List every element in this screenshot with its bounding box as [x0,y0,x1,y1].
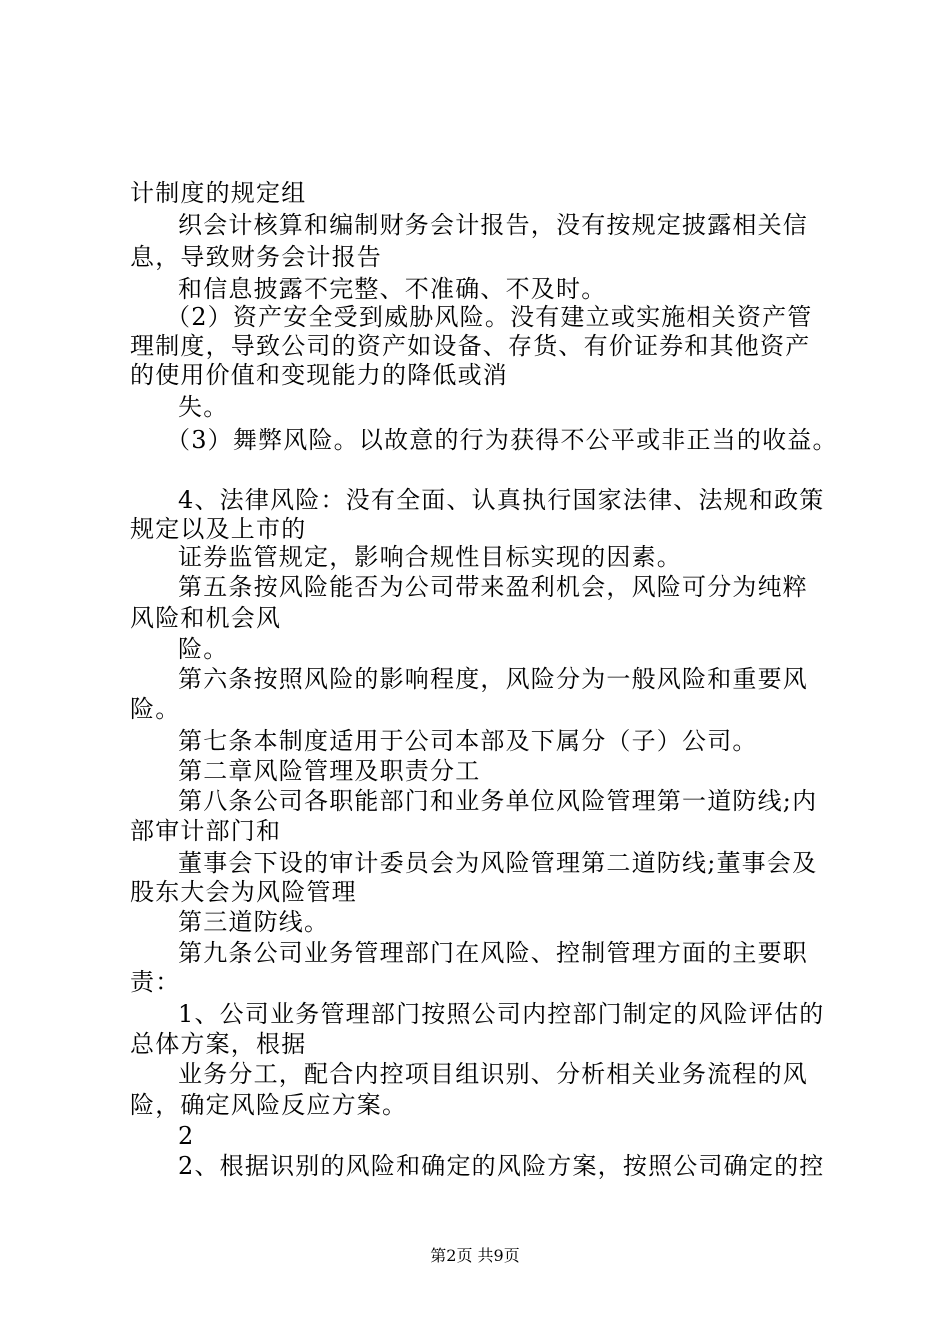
text-line: 总体方案，根据 [130,1030,307,1058]
text-line: 第二章风险管理及职责分工 [178,757,481,785]
text-line: 第六条按照风险的影响程度，风险分为一般风险和重要风 [178,665,808,693]
text-line: 责： [130,968,181,996]
text-line: 部审计部门和 [130,817,282,845]
text-line: 险，确定风险反应方案。 [130,1091,408,1119]
text-line: 第五条按风险能否为公司带来盈利机会，风险可分为纯粹 [178,573,808,601]
text-line: 的使用价值和变现能力的降低或消 [130,361,508,389]
text-line: 业务分工，配合内控项目组识别、分析相关业务流程的风 [178,1060,808,1088]
text-line: 风险和机会风 [130,604,282,632]
text-line: 险。 [130,695,181,723]
text-line: 第七条本制度适用于公司本部及下属分（子）公司。 [178,727,758,755]
text-line: 息，导致财务会计报告 [130,243,382,271]
text-line: 4、法律风险：没有全面、认真执行国家法律、法规和政策 [178,486,825,514]
text-line: 第八条公司各职能部门和业务单位风险管理第一道防线;内 [178,787,818,815]
text-line: 失。 [178,393,229,421]
page-footer: 第2页 共9页 [430,1246,520,1265]
text-line: 和信息披露不完整、不准确、不及时。 [178,275,607,303]
text-line: 第三道防线。 [178,908,330,936]
text-line: 险。 [178,635,229,663]
text-line: 计制度的规定组 [130,179,307,207]
text-line: （3）舞弊风险。以故意的行为获得不公平或非正当的收益。 [166,426,838,454]
text-line: 理制度，导致公司的资产如设备、存货、有价证券和其他资产 [130,332,811,360]
text-line: 1、公司业务管理部门按照公司内控部门制定的风险评估的 [178,1000,825,1028]
text-line: 董事会下设的审计委员会为风险管理第二道防线;董事会及 [178,849,818,877]
text-line: （2）资产安全受到威胁风险。没有建立或实施相关资产管 [166,303,813,331]
text-line: 第九条公司业务管理部门在风险、控制管理方面的主要职 [178,939,808,967]
page-number-inline: 2 [178,1122,195,1150]
text-line: 证券监管规定，影响合规性目标实现的因素。 [178,543,682,571]
text-line: 股东大会为风险管理 [130,878,357,906]
text-line: 2、根据识别的风险和确定的风险方案，按照公司确定的控 [178,1152,825,1180]
text-line: 织会计核算和编制财务会计报告，没有按规定披露相关信 [178,211,808,239]
text-line: 规定以及上市的 [130,515,307,543]
